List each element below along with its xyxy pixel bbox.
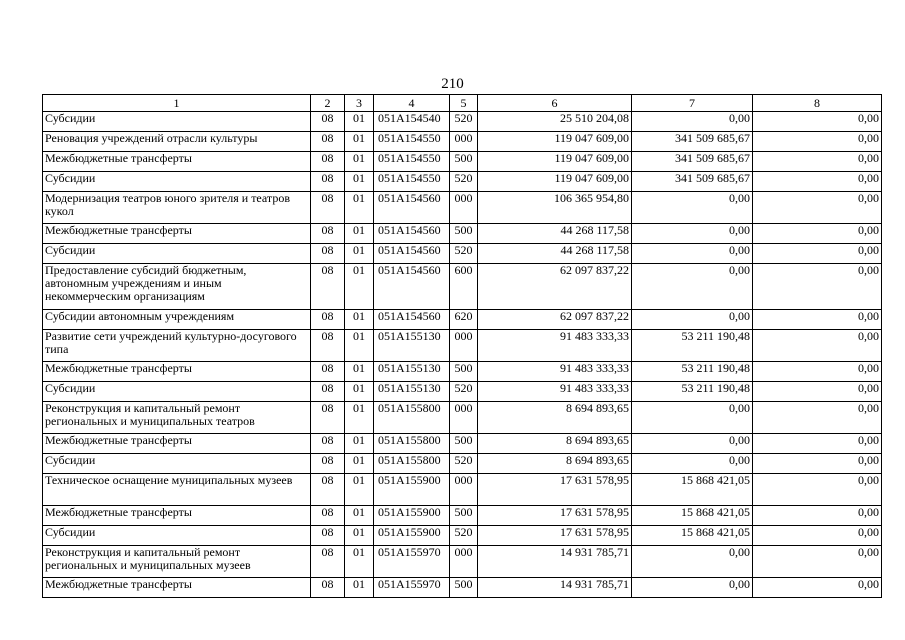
subsection-code-cell: 01 xyxy=(345,330,374,362)
subsection-code-cell: 01 xyxy=(345,152,374,172)
amount-col6-cell: 17 631 578,95 xyxy=(478,526,632,546)
amount-col7-cell: 53 211 190,48 xyxy=(632,362,753,382)
amount-col7-cell: 0,00 xyxy=(632,224,753,244)
table-row xyxy=(43,454,882,474)
table-row xyxy=(43,474,882,506)
amount-col8-cell: 0,00 xyxy=(753,546,882,578)
subsection-code-cell: 01 xyxy=(345,244,374,264)
expense-type-cell: 500 xyxy=(450,506,478,526)
amount-col6-cell: 62 097 837,22 xyxy=(478,310,632,330)
target-article-cell: 051A154560 xyxy=(374,224,450,244)
table-row xyxy=(43,132,882,152)
table-row xyxy=(43,402,882,434)
target-article-cell: 051A155130 xyxy=(374,362,450,382)
subsection-code-cell: 01 xyxy=(345,192,374,224)
column-header: 8 xyxy=(753,95,882,112)
table-row xyxy=(43,382,882,402)
row-name-cell: Межбюджетные трансферты xyxy=(43,152,311,172)
expense-type-cell: 600 xyxy=(450,264,478,310)
row-name-cell: Субсидии xyxy=(43,172,311,192)
target-article-cell: 051A154550 xyxy=(374,172,450,192)
expense-type-cell: 520 xyxy=(450,526,478,546)
section-code-cell: 08 xyxy=(311,382,345,402)
expense-type-cell: 000 xyxy=(450,546,478,578)
amount-col6-cell: 119 047 609,00 xyxy=(478,152,632,172)
section-code-cell: 08 xyxy=(311,244,345,264)
row-name-cell: Предоставление субсидий бюджетным, автономным учреждениям и иным некоммерческим организациям xyxy=(43,264,311,310)
row-name-cell: Субсидии xyxy=(43,454,311,474)
subsection-code-cell: 01 xyxy=(345,578,374,598)
amount-col7-cell: 0,00 xyxy=(632,112,753,132)
amount-col6-cell: 91 483 333,33 xyxy=(478,330,632,362)
table-row xyxy=(43,264,882,310)
subsection-code-cell: 01 xyxy=(345,382,374,402)
row-name-cell: Реконструкция и капитальный ремонт региональных и муниципальных театров xyxy=(43,402,311,434)
amount-col7-cell: 0,00 xyxy=(632,310,753,330)
amount-col8-cell: 0,00 xyxy=(753,330,882,362)
section-code-cell: 08 xyxy=(311,546,345,578)
amount-col7-cell: 15 868 421,05 xyxy=(632,526,753,546)
amount-col6-cell: 119 047 609,00 xyxy=(478,172,632,192)
amount-col8-cell: 0,00 xyxy=(753,244,882,264)
section-code-cell: 08 xyxy=(311,224,345,244)
row-name-cell: Субсидии xyxy=(43,244,311,264)
column-header: 1 xyxy=(43,95,311,112)
amount-col8-cell: 0,00 xyxy=(753,402,882,434)
row-name-cell: Межбюджетные трансферты xyxy=(43,578,311,598)
subsection-code-cell: 01 xyxy=(345,132,374,152)
row-name-cell: Субсидии автономным учреждениям xyxy=(43,310,311,330)
budget-table xyxy=(42,94,882,598)
subsection-code-cell: 01 xyxy=(345,310,374,330)
expense-type-cell: 520 xyxy=(450,112,478,132)
subsection-code-cell: 01 xyxy=(345,112,374,132)
amount-col8-cell: 0,00 xyxy=(753,506,882,526)
amount-col8-cell: 0,00 xyxy=(753,224,882,244)
table-row xyxy=(43,310,882,330)
amount-col7-cell: 0,00 xyxy=(632,264,753,310)
subsection-code-cell: 01 xyxy=(345,224,374,244)
table-row xyxy=(43,578,882,598)
amount-col8-cell: 0,00 xyxy=(753,526,882,546)
expense-type-cell: 500 xyxy=(450,362,478,382)
section-code-cell: 08 xyxy=(311,474,345,506)
amount-col6-cell: 14 931 785,71 xyxy=(478,546,632,578)
table-row xyxy=(43,506,882,526)
target-article-cell: 051A155130 xyxy=(374,382,450,402)
amount-col7-cell: 15 868 421,05 xyxy=(632,506,753,526)
row-name-cell: Межбюджетные трансферты xyxy=(43,362,311,382)
expense-type-cell: 500 xyxy=(450,434,478,454)
amount-col7-cell: 15 868 421,05 xyxy=(632,474,753,506)
section-code-cell: 08 xyxy=(311,310,345,330)
expense-type-cell: 000 xyxy=(450,330,478,362)
row-name-cell: Развитие сети учреждений культурно-досугового типа xyxy=(43,330,311,362)
row-name-cell: Межбюджетные трансферты xyxy=(43,506,311,526)
section-code-cell: 08 xyxy=(311,526,345,546)
expense-type-cell: 000 xyxy=(450,132,478,152)
amount-col8-cell: 0,00 xyxy=(753,112,882,132)
target-article-cell: 051A154550 xyxy=(374,152,450,172)
table-row xyxy=(43,526,882,546)
table-row xyxy=(43,172,882,192)
target-article-cell: 051A155970 xyxy=(374,546,450,578)
target-article-cell: 051A154540 xyxy=(374,112,450,132)
amount-col8-cell: 0,00 xyxy=(753,152,882,172)
amount-col7-cell: 341 509 685,67 xyxy=(632,152,753,172)
row-name-cell: Межбюджетные трансферты xyxy=(43,224,311,244)
amount-col8-cell: 0,00 xyxy=(753,434,882,454)
amount-col7-cell: 0,00 xyxy=(632,454,753,474)
amount-col7-cell: 0,00 xyxy=(632,578,753,598)
target-article-cell: 051A155800 xyxy=(374,402,450,434)
row-name-cell: Субсидии xyxy=(43,526,311,546)
row-name-cell: Модернизация театров юного зрителя и театров кукол xyxy=(43,192,311,224)
table-row xyxy=(43,224,882,244)
target-article-cell: 051A155900 xyxy=(374,474,450,506)
row-name-cell: Реконструкция и капитальный ремонт региональных и муниципальных музеев xyxy=(43,546,311,578)
subsection-code-cell: 01 xyxy=(345,546,374,578)
subsection-code-cell: 01 xyxy=(345,362,374,382)
expense-type-cell: 520 xyxy=(450,244,478,264)
subsection-code-cell: 01 xyxy=(345,434,374,454)
target-article-cell: 051A155130 xyxy=(374,330,450,362)
row-name-cell: Субсидии xyxy=(43,382,311,402)
table-row xyxy=(43,330,882,362)
amount-col6-cell: 91 483 333,33 xyxy=(478,382,632,402)
column-header: 2 xyxy=(311,95,345,112)
amount-col6-cell: 44 268 117,58 xyxy=(478,224,632,244)
target-article-cell: 051A154560 xyxy=(374,264,450,310)
amount-col6-cell: 17 631 578,95 xyxy=(478,474,632,506)
amount-col7-cell: 0,00 xyxy=(632,192,753,224)
section-code-cell: 08 xyxy=(311,330,345,362)
table-row xyxy=(43,152,882,172)
target-article-cell: 051A154560 xyxy=(374,192,450,224)
expense-type-cell: 000 xyxy=(450,402,478,434)
expense-type-cell: 520 xyxy=(450,172,478,192)
section-code-cell: 08 xyxy=(311,132,345,152)
expense-type-cell: 520 xyxy=(450,454,478,474)
amount-col8-cell: 0,00 xyxy=(753,172,882,192)
target-article-cell: 051A155800 xyxy=(374,434,450,454)
amount-col6-cell: 119 047 609,00 xyxy=(478,132,632,152)
amount-col6-cell: 14 931 785,71 xyxy=(478,578,632,598)
amount-col7-cell: 0,00 xyxy=(632,244,753,264)
column-header: 4 xyxy=(374,95,450,112)
expense-type-cell: 500 xyxy=(450,152,478,172)
row-name-cell: Реновация учреждений отрасли культуры xyxy=(43,132,311,152)
amount-col6-cell: 8 694 893,65 xyxy=(478,402,632,434)
amount-col6-cell: 62 097 837,22 xyxy=(478,264,632,310)
section-code-cell: 08 xyxy=(311,172,345,192)
amount-col7-cell: 341 509 685,67 xyxy=(632,132,753,152)
expense-type-cell: 000 xyxy=(450,474,478,506)
page-number: 210 xyxy=(441,76,464,92)
subsection-code-cell: 01 xyxy=(345,526,374,546)
expense-type-cell: 000 xyxy=(450,192,478,224)
column-header: 5 xyxy=(450,95,478,112)
target-article-cell: 051A155970 xyxy=(374,578,450,598)
amount-col7-cell: 341 509 685,67 xyxy=(632,172,753,192)
table-body xyxy=(43,112,882,598)
amount-col7-cell: 0,00 xyxy=(632,402,753,434)
target-article-cell: 051A155900 xyxy=(374,526,450,546)
amount-col8-cell: 0,00 xyxy=(753,474,882,506)
amount-col6-cell: 8 694 893,65 xyxy=(478,434,632,454)
amount-col6-cell: 8 694 893,65 xyxy=(478,454,632,474)
amount-col8-cell: 0,00 xyxy=(753,192,882,224)
row-name-cell: Техническое оснащение муниципальных музеев xyxy=(43,474,311,506)
expense-type-cell: 520 xyxy=(450,382,478,402)
row-name-cell: Межбюджетные трансферты xyxy=(43,434,311,454)
amount-col6-cell: 106 365 954,80 xyxy=(478,192,632,224)
subsection-code-cell: 01 xyxy=(345,264,374,310)
subsection-code-cell: 01 xyxy=(345,454,374,474)
expense-type-cell: 500 xyxy=(450,578,478,598)
amount-col8-cell: 0,00 xyxy=(753,362,882,382)
subsection-code-cell: 01 xyxy=(345,506,374,526)
amount-col6-cell: 25 510 204,08 xyxy=(478,112,632,132)
amount-col6-cell: 44 268 117,58 xyxy=(478,244,632,264)
section-code-cell: 08 xyxy=(311,454,345,474)
target-article-cell: 051A155800 xyxy=(374,454,450,474)
table-row xyxy=(43,434,882,454)
table-row xyxy=(43,192,882,224)
amount-col6-cell: 91 483 333,33 xyxy=(478,362,632,382)
section-code-cell: 08 xyxy=(311,506,345,526)
section-code-cell: 08 xyxy=(311,192,345,224)
column-header: 3 xyxy=(345,95,374,112)
amount-col6-cell: 17 631 578,95 xyxy=(478,506,632,526)
section-code-cell: 08 xyxy=(311,264,345,310)
amount-col8-cell: 0,00 xyxy=(753,454,882,474)
section-code-cell: 08 xyxy=(311,112,345,132)
amount-col8-cell: 0,00 xyxy=(753,578,882,598)
section-code-cell: 08 xyxy=(311,578,345,598)
table-row xyxy=(43,546,882,578)
section-code-cell: 08 xyxy=(311,402,345,434)
amount-col7-cell: 0,00 xyxy=(632,434,753,454)
table-row xyxy=(43,362,882,382)
table-row xyxy=(43,112,882,132)
target-article-cell: 051A154550 xyxy=(374,132,450,152)
subsection-code-cell: 01 xyxy=(345,172,374,192)
section-code-cell: 08 xyxy=(311,362,345,382)
section-code-cell: 08 xyxy=(311,152,345,172)
subsection-code-cell: 01 xyxy=(345,402,374,434)
amount-col8-cell: 0,00 xyxy=(753,310,882,330)
column-header: 7 xyxy=(632,95,753,112)
amount-col7-cell: 53 211 190,48 xyxy=(632,382,753,402)
amount-col8-cell: 0,00 xyxy=(753,264,882,310)
subsection-code-cell: 01 xyxy=(345,474,374,506)
row-name-cell: Субсидии xyxy=(43,112,311,132)
amount-col7-cell: 53 211 190,48 xyxy=(632,330,753,362)
target-article-cell: 051A154560 xyxy=(374,244,450,264)
amount-col8-cell: 0,00 xyxy=(753,132,882,152)
expense-type-cell: 500 xyxy=(450,224,478,244)
target-article-cell: 051A154560 xyxy=(374,310,450,330)
target-article-cell: 051A155900 xyxy=(374,506,450,526)
section-code-cell: 08 xyxy=(311,434,345,454)
table-row xyxy=(43,244,882,264)
column-header: 6 xyxy=(478,95,632,112)
header-row xyxy=(43,95,882,112)
amount-col7-cell: 0,00 xyxy=(632,546,753,578)
expense-type-cell: 620 xyxy=(450,310,478,330)
amount-col8-cell: 0,00 xyxy=(753,382,882,402)
